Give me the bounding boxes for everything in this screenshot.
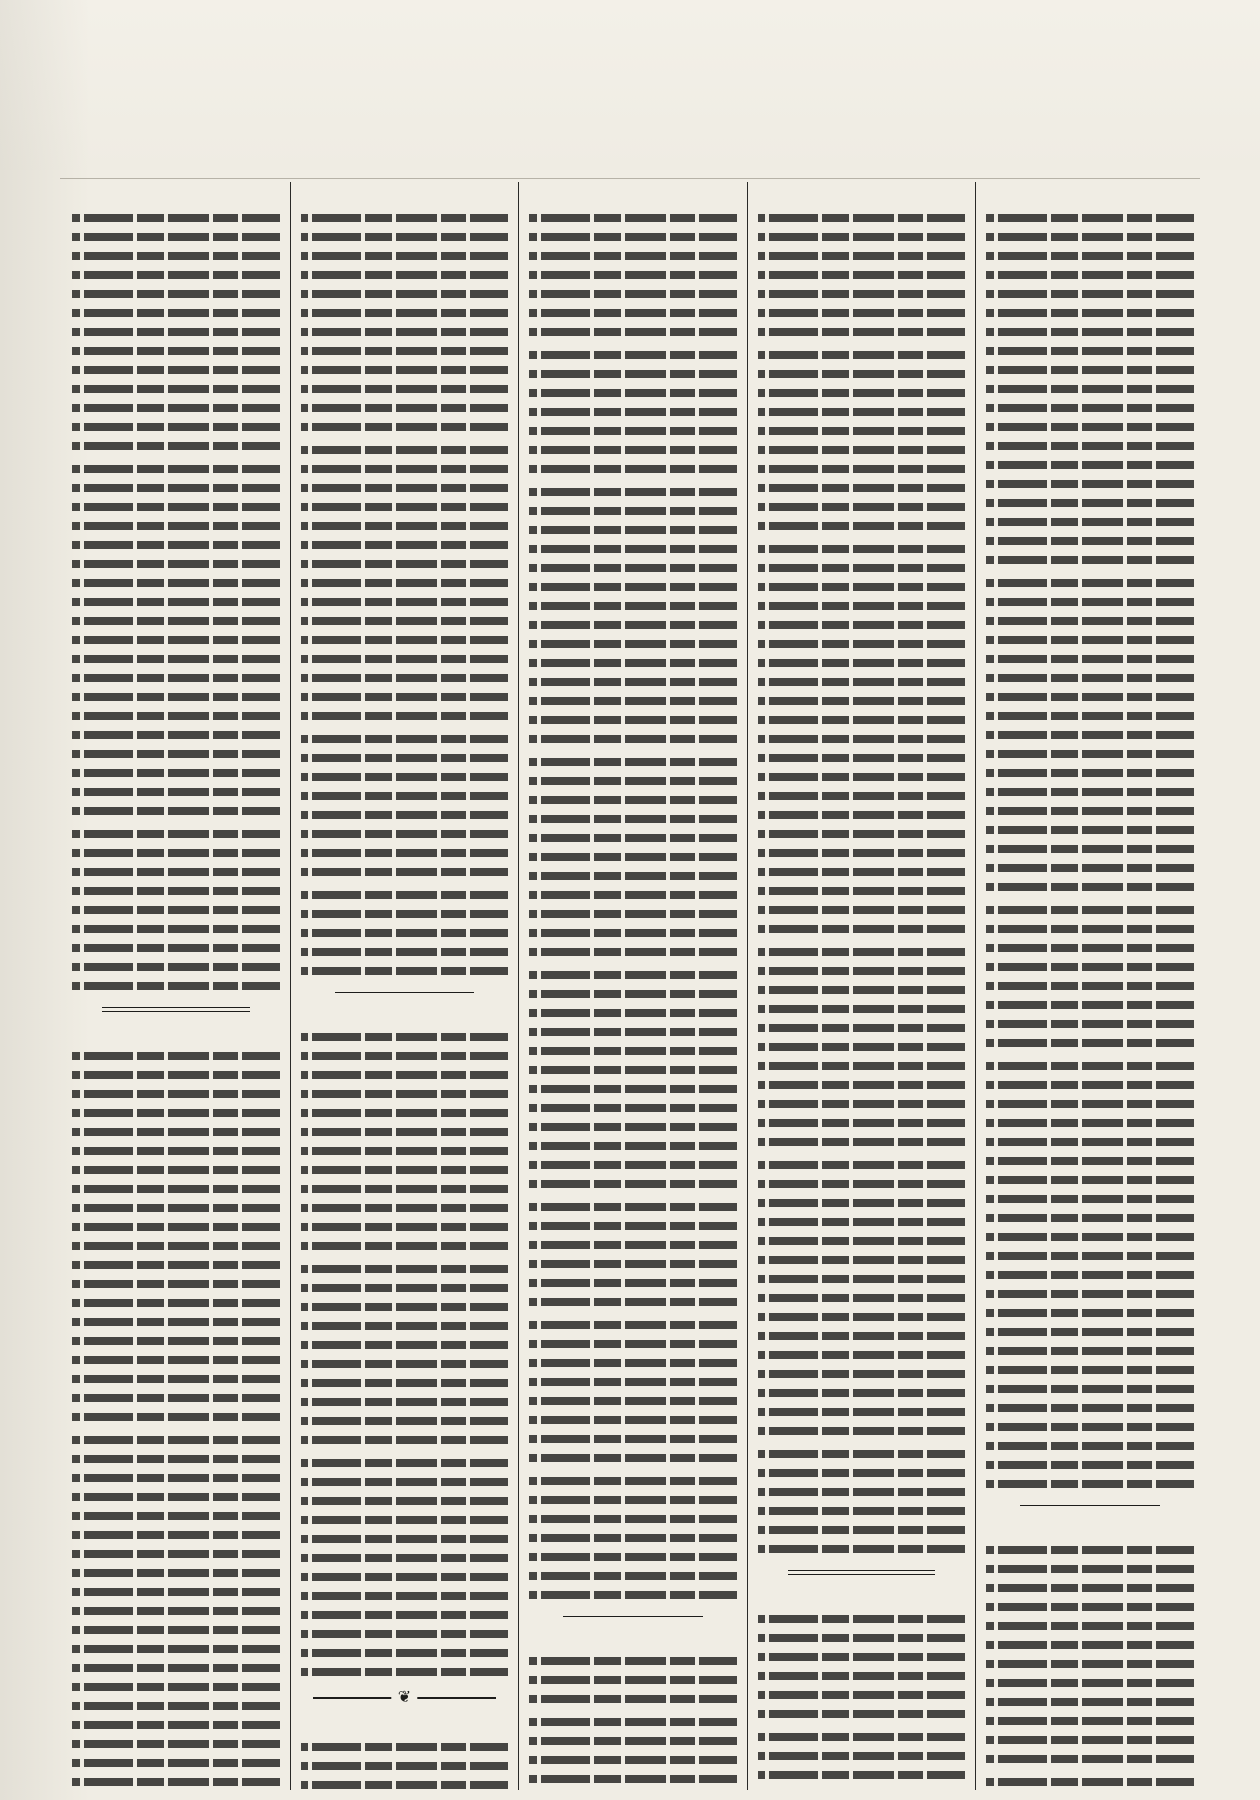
- article-paragraph: [529, 1197, 737, 1311]
- article-paragraph: [986, 900, 1194, 1052]
- article-paragraph: [72, 1430, 280, 1790]
- article-paragraph: [301, 1453, 509, 1681]
- article-paragraph: [529, 345, 737, 478]
- article-paragraph: [986, 1056, 1194, 1493]
- article: [529, 186, 737, 1604]
- article-paragraph: [529, 1315, 737, 1467]
- article-headline: [529, 186, 737, 202]
- article-paragraph: [301, 208, 509, 436]
- article-paragraph: [758, 1609, 966, 1723]
- article: [986, 1518, 1194, 1790]
- article-paragraph: [758, 1155, 966, 1440]
- section-divider: [788, 1570, 936, 1575]
- article: [758, 186, 966, 1558]
- article-headline: [529, 1629, 737, 1645]
- article: [301, 1005, 509, 1681]
- article-paragraph: [758, 942, 966, 1151]
- header-rule: [60, 178, 1200, 179]
- article-headline: [758, 186, 966, 202]
- column-2: [748, 182, 977, 1790]
- article: [986, 186, 1194, 1493]
- article-paragraph: [529, 965, 737, 1193]
- article-paragraph: [529, 752, 737, 961]
- article-paragraph: [986, 573, 1194, 896]
- column-5: [62, 182, 291, 1790]
- section-divider: [335, 992, 475, 993]
- article-paragraph: [529, 208, 737, 341]
- article-paragraph: [529, 1471, 737, 1604]
- page-top-margin: [0, 0, 1260, 170]
- article-paragraph: [301, 729, 509, 881]
- article-headline: [986, 1518, 1194, 1534]
- section-divider: [1020, 1505, 1160, 1506]
- section-divider: [102, 1007, 250, 1012]
- article: [301, 186, 509, 980]
- article-paragraph: [758, 539, 966, 938]
- article-paragraph: [758, 345, 966, 535]
- article-paragraph: [758, 208, 966, 341]
- article-paragraph: [986, 208, 1194, 569]
- article-paragraph: [301, 440, 509, 725]
- article-headline: [986, 186, 1194, 202]
- article-paragraph: [301, 1737, 509, 1790]
- article-paragraph: [72, 459, 280, 820]
- article-paragraph: [301, 1027, 509, 1255]
- article-headline: [72, 186, 280, 202]
- article-headline: [301, 186, 509, 202]
- article-paragraph: [301, 885, 509, 980]
- article-paragraph: [72, 208, 280, 455]
- article-paragraph: [301, 1259, 509, 1449]
- section-divider: [563, 1616, 703, 1617]
- column-4: [291, 182, 520, 1790]
- article-headline: [72, 1024, 280, 1040]
- column-3: [519, 182, 748, 1790]
- article-paragraph: [529, 1651, 737, 1708]
- column-1: [976, 182, 1204, 1790]
- article-paragraph: [72, 1046, 280, 1426]
- article: [529, 1629, 737, 1790]
- article: [72, 1024, 280, 1790]
- article-headline: [758, 1587, 966, 1603]
- article-paragraph: [72, 824, 280, 995]
- article-paragraph: [758, 1444, 966, 1558]
- article-paragraph: [529, 1712, 737, 1790]
- article-paragraph: [986, 1540, 1194, 1768]
- article-paragraph: [986, 1772, 1194, 1790]
- article-paragraph: [758, 1727, 966, 1790]
- article: [758, 1587, 966, 1790]
- article: [301, 1715, 509, 1790]
- article-paragraph: [529, 482, 737, 748]
- article-headline: [301, 1005, 509, 1021]
- section-divider: [313, 1691, 497, 1705]
- article-headline: [301, 1715, 509, 1731]
- article: [72, 186, 280, 995]
- columns-container: [62, 182, 1204, 1790]
